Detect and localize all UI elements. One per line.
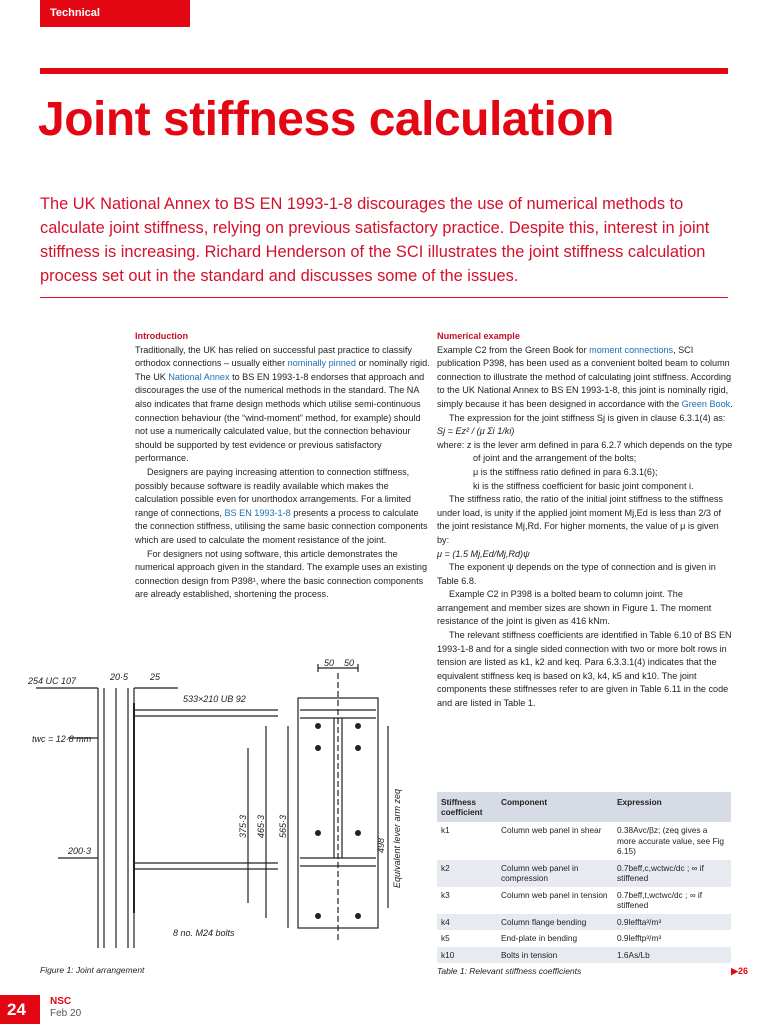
lede-rule: [40, 297, 728, 298]
moment-connections-link[interactable]: moment connections: [589, 344, 674, 355]
figure-caption: Figure 1: Joint arrangement: [40, 965, 145, 975]
header-coefficient: Stiffness coefficient: [437, 792, 497, 822]
label-465: 465·3: [256, 814, 266, 838]
label-50-right: 50: [344, 658, 355, 668]
numerical-paragraph-1: Example C2 from the Green Book for moment connections, SCI publication P398, has been used as a convenient bolted beam to column connection to illustrate the method of calculating joint stiffness. According to the UK National Annex to BS EN 1993-1-8, this joint is nominally rigid, simply because it has been designed in accordance with the Green Book.: [437, 344, 733, 409]
numerical-paragraph-3: The stiffness ratio, the ratio of the initial joint stiffness to the stiffness under load, is unity if the applied joint moment Mj,Ed is less than 2/3 of the joint resistance Mj,Rd. For higher moments, the value of μ is given by:: [437, 494, 723, 545]
label-lever-arm: Equivalent lever arm zeq: [392, 788, 402, 888]
header-expression: Expression: [613, 792, 731, 822]
label-50-left: 50: [324, 658, 335, 668]
label-bolts: 8 no. M24 bolts: [173, 928, 235, 938]
article-lede: The UK National Annex to BS EN 1993-1-8 discourages the use of numerical methods to calculate joint stiffness, relying on previous satisfactory practice. Despite this, interest in joint stiffness is increasing. Richard Henderson of the SCI illustrates the joint stiffness calculation process set out in the standard and discusses some of the issues.: [40, 195, 710, 285]
intro-heading: Introduction: [135, 331, 189, 341]
table-row: k2 Column web panel in compression 0.7beff,c,wctwc/dc ; ∞ if stiffened: [437, 860, 731, 887]
label-375: 375·3: [238, 814, 248, 838]
label-dim-25: 25: [150, 672, 161, 682]
label-twc: twc = 12·8 mm: [32, 734, 92, 744]
intro-paragraph-2: Designers are paying increasing attention to connection stiffness, possibly because software is readily available which makes the calculation possible even for unorthodox arrangements. For a limited range of connections, BS EN 1993-1-8 presents a process to calculate the connection stiffness, utilising the same basic connection components which are used to calculate the moment resistance of the joint.: [135, 466, 428, 545]
table-row: k1 Column web panel in shear 0.38Avc/βz; (zeq gives a more accurate value, see Fig 6.15): [441, 825, 724, 856]
stiffness-formula: Sj = Ez² / (μ Σi 1/ki): [437, 426, 515, 437]
magazine-name: NSC: [50, 996, 72, 1007]
numerical-heading: Numerical example: [437, 331, 520, 341]
continued-link[interactable]: ▶26: [731, 966, 748, 976]
column-left: [135, 330, 431, 602]
table-row: k5 End-plate in bending 0.9lefftp³/m³: [441, 933, 662, 943]
page-number: 24: [7, 1000, 26, 1019]
header-component: Component: [497, 792, 613, 822]
label-498: 498: [376, 837, 386, 853]
table-row: k4 Column flange bending 0.9leffta³/m³: [437, 914, 731, 931]
numerical-paragraph-4: The exponent ψ depends on the type of connection and is given in Table 6.8.: [437, 562, 716, 586]
joint-arrangement-drawing: [28, 658, 428, 958]
intro-paragraph-1: Traditionally, the UK has relied on successful past practice to classify orthodox connections – usually either nominally pinned or nominally rigid. The UK National Annex to BS EN 1993-1-8 endorses that approach and discourages the use of the numerical methods in the standard. The NA also indicates that frame design methods which utilise semi-continuous connection behaviour (the “wind-moment” method, for example) should not use a numerically calculated value, but the connection behaviour should be supported by test evidence or previous satisfactory performance.: [135, 344, 430, 464]
numerical-paragraph-6: The relevant stiffness coefficients are identified in Table 6.10 of BS EN 1993-1-8 and for a single sided connection with two or more bolt rows in tension are listed as k1, k2 and keq. Para 6.3.3.1(4) indicates that the equivalent stiffness keq is based on k3, k4, k5 and k10. The joint components these stiffnesses refer to are given in Table 6.11 in the code and are listed in Table 1.: [437, 630, 732, 709]
column-right: [437, 330, 733, 711]
label-column: 254 UC 107: [28, 676, 77, 686]
numerical-paragraph-5: Example C2 in P398 is a bolted beam to column joint. The arrangement and member sizes are shown in Figure 1. The moment resistance of the joint is given as 416 kNm.: [437, 589, 712, 627]
where-coefficient: ki is the stiffness coefficient for basic joint component i.: [473, 480, 694, 491]
mu-formula: μ = (1.5 Mj,Ed/Mj,Rd)ψ: [437, 548, 530, 559]
label-dim-2003: 200·3: [68, 846, 92, 856]
label-beam: 533×210 UB 92: [183, 694, 246, 704]
stiffness-coefficients-table: [437, 792, 731, 963]
where-lever-arm: where: z is the lever arm defined in para 6.2.7 which depends on the type of joint and the arrangement of the bolts;: [437, 439, 733, 464]
bs-en-link[interactable]: BS EN 1993-1-8: [224, 507, 291, 518]
nominally-pinned-link[interactable]: nominally pinned: [287, 358, 356, 369]
section-label: Technical: [50, 7, 100, 19]
table-header-row: [437, 792, 731, 822]
issue-date: Feb 20: [50, 1008, 82, 1019]
numerical-paragraph-2: The expression for the joint stiffness Sj is given in clause 6.3.1(4) as:: [449, 412, 726, 423]
page-number-block: [0, 995, 40, 1024]
where-stiffness-ratio: μ is the stiffness ratio defined in para 6.3.1(6);: [473, 466, 658, 477]
section-tag: [40, 0, 190, 27]
national-annex-link[interactable]: National Annex: [168, 371, 230, 382]
article-title: Joint stiffness calculation: [38, 93, 614, 146]
label-565: 565·3: [278, 814, 288, 838]
table-caption: Table 1: Relevant stiffness coefficients: [437, 966, 582, 976]
green-book-link[interactable]: Green Book: [681, 398, 731, 409]
table-row: k10 Bolts in tension 1.6As/Lb: [437, 947, 731, 964]
intro-paragraph-3: For designers not using software, this article demonstrates the numerical approach given in the standard. The example uses an existing connection design from P398¹, where the basic connection components are already established, shortening the process.: [135, 548, 428, 600]
title-rule: [40, 68, 728, 74]
table-row: k3 Column web panel in tension 0.7beff,t,wctwc/dc ; ∞ if stiffened: [441, 889, 703, 910]
label-dim-205: 20·5: [110, 672, 129, 682]
